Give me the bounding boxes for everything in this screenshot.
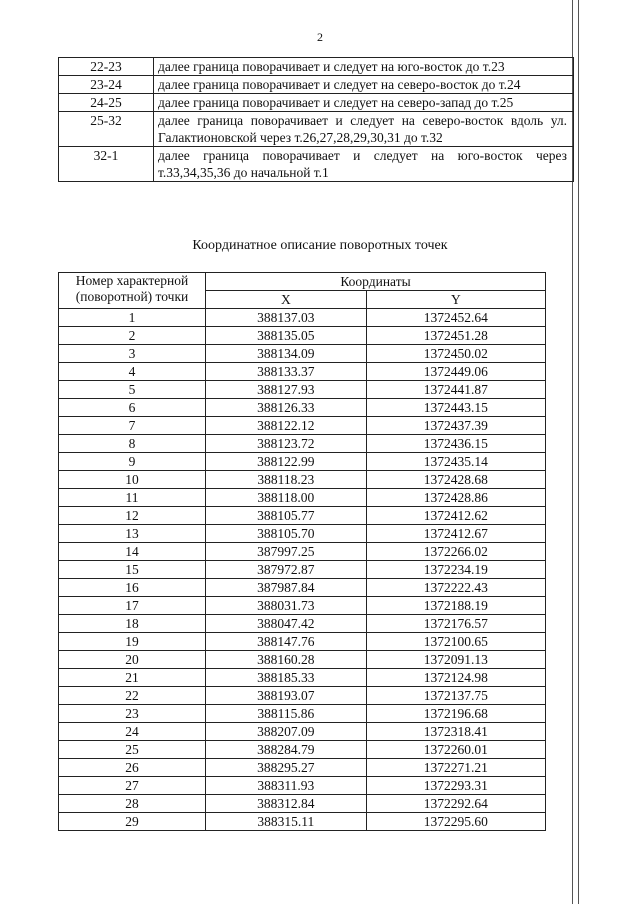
x-cell: 388295.27: [206, 759, 367, 777]
table-row: [59, 705, 546, 723]
point-number-cell: 25: [59, 741, 206, 759]
table-row: [59, 435, 546, 453]
x-cell: 388115.86: [206, 705, 367, 723]
y-cell: 1372437.39: [366, 417, 545, 435]
point-number-cell: 29: [59, 813, 206, 831]
y-cell: 1372271.21: [366, 759, 545, 777]
point-number-cell: 19: [59, 633, 206, 651]
coordinates-table: [58, 272, 546, 831]
header-coords: Координаты: [206, 273, 546, 291]
table-row: [59, 112, 574, 147]
point-number-cell: 15: [59, 561, 206, 579]
table-row: [59, 489, 546, 507]
coords-title: Координатное описание поворотных точек: [192, 238, 448, 253]
x-cell: 388122.99: [206, 453, 367, 471]
y-cell: 1372137.75: [366, 687, 545, 705]
x-cell: 388031.73: [206, 597, 367, 615]
header-point: Номер характерной (поворотной) точки: [59, 273, 206, 309]
x-cell: 388311.93: [206, 777, 367, 795]
table-row: [59, 669, 546, 687]
table-row: [59, 399, 546, 417]
table-row: [59, 543, 546, 561]
scan-artifact-line: [578, 0, 579, 904]
x-cell: 388127.93: [206, 381, 367, 399]
y-cell: 1372196.68: [366, 705, 545, 723]
x-cell: 387987.84: [206, 579, 367, 597]
table-row: [59, 795, 546, 813]
y-cell: 1372292.64: [366, 795, 545, 813]
x-cell: 388137.03: [206, 309, 367, 327]
y-cell: 1372449.06: [366, 363, 545, 381]
y-cell: 1372222.43: [366, 579, 545, 597]
x-cell: 388105.77: [206, 507, 367, 525]
point-number-cell: 18: [59, 615, 206, 633]
table-row: [59, 741, 546, 759]
point-number-cell: 5: [59, 381, 206, 399]
point-number-cell: 20: [59, 651, 206, 669]
y-cell: 1372428.86: [366, 489, 545, 507]
table-row: [59, 417, 546, 435]
y-cell: 1372436.15: [366, 435, 545, 453]
table-row: [59, 615, 546, 633]
point-number-cell: 14: [59, 543, 206, 561]
table-row: [59, 813, 546, 831]
y-cell: 1372452.64: [366, 309, 545, 327]
y-cell: 1372188.19: [366, 597, 545, 615]
x-cell: 388185.33: [206, 669, 367, 687]
y-cell: 1372234.19: [366, 561, 545, 579]
x-cell: 388312.84: [206, 795, 367, 813]
segment-cell: 32-1: [59, 147, 154, 182]
x-cell: 388133.37: [206, 363, 367, 381]
table-header-row: [59, 273, 546, 291]
segment-cell: 25-32: [59, 112, 154, 147]
x-cell: 387997.25: [206, 543, 367, 561]
point-number-cell: 27: [59, 777, 206, 795]
y-cell: 1372176.57: [366, 615, 545, 633]
table-row: [59, 687, 546, 705]
x-cell: 388105.70: [206, 525, 367, 543]
x-cell: 388207.09: [206, 723, 367, 741]
y-cell: 1372451.28: [366, 327, 545, 345]
point-number-cell: 21: [59, 669, 206, 687]
x-cell: 388135.05: [206, 327, 367, 345]
y-cell: 1372266.02: [366, 543, 545, 561]
description-cell: далее граница поворачивает и следует на северо-восток до т.24: [154, 76, 574, 94]
table-row: [59, 525, 546, 543]
y-cell: 1372100.65: [366, 633, 545, 651]
table-row: [59, 561, 546, 579]
point-number-cell: 10: [59, 471, 206, 489]
y-cell: 1372441.87: [366, 381, 545, 399]
y-cell: 1372412.62: [366, 507, 545, 525]
table-row: [59, 309, 546, 327]
table-row: [59, 579, 546, 597]
x-cell: 388126.33: [206, 399, 367, 417]
table-row: [59, 723, 546, 741]
point-number-cell: 1: [59, 309, 206, 327]
segment-cell: 23-24: [59, 76, 154, 94]
point-number-cell: 7: [59, 417, 206, 435]
table-row: [59, 363, 546, 381]
y-cell: 1372260.01: [366, 741, 545, 759]
route-description-table: [58, 57, 574, 182]
description-cell: далее граница поворачивает и следует на северо-запад до т.25: [154, 94, 574, 112]
table-row: [59, 327, 546, 345]
page-number: 2: [317, 30, 323, 44]
y-cell: 1372318.41: [366, 723, 545, 741]
point-number-cell: 28: [59, 795, 206, 813]
x-cell: 388123.72: [206, 435, 367, 453]
table-row: [59, 651, 546, 669]
point-number-cell: 16: [59, 579, 206, 597]
x-cell: 388047.42: [206, 615, 367, 633]
description-cell: далее граница поворачивает и следует на юго-восток до т.23: [154, 58, 574, 76]
segment-cell: 22-23: [59, 58, 154, 76]
table-row: [59, 759, 546, 777]
table-row: [59, 345, 546, 363]
point-number-cell: 22: [59, 687, 206, 705]
description-cell: далее граница поворачивает и следует на юго-восток через т.33,34,35,36 до начальной т.1: [154, 147, 574, 182]
x-cell: 388315.11: [206, 813, 367, 831]
point-number-cell: 2: [59, 327, 206, 345]
table-row: [59, 453, 546, 471]
table-row: [59, 471, 546, 489]
point-number-cell: 3: [59, 345, 206, 363]
x-cell: 388284.79: [206, 741, 367, 759]
header-x: X: [206, 291, 367, 309]
point-number-cell: 9: [59, 453, 206, 471]
y-cell: 1372443.15: [366, 399, 545, 417]
point-number-cell: 4: [59, 363, 206, 381]
y-cell: 1372091.13: [366, 651, 545, 669]
description-cell: далее граница поворачивает и следует на северо-восток вдоль ул. Галактионовской через т.26,27,28,29,30,31 до т.32: [154, 112, 574, 147]
point-number-cell: 6: [59, 399, 206, 417]
point-number-cell: 23: [59, 705, 206, 723]
point-number-cell: 17: [59, 597, 206, 615]
x-cell: 387972.87: [206, 561, 367, 579]
y-cell: 1372412.67: [366, 525, 545, 543]
point-number-cell: 13: [59, 525, 206, 543]
y-cell: 1372124.98: [366, 669, 545, 687]
point-number-cell: 8: [59, 435, 206, 453]
table-row: [59, 777, 546, 795]
table-row: [59, 94, 574, 112]
y-cell: 1372450.02: [366, 345, 545, 363]
y-cell: 1372435.14: [366, 453, 545, 471]
point-number-cell: 11: [59, 489, 206, 507]
point-number-cell: 12: [59, 507, 206, 525]
table-row: [59, 507, 546, 525]
segment-cell: 24-25: [59, 94, 154, 112]
table-row: [59, 597, 546, 615]
x-cell: 388193.07: [206, 687, 367, 705]
x-cell: 388118.00: [206, 489, 367, 507]
point-number-cell: 26: [59, 759, 206, 777]
x-cell: 388147.76: [206, 633, 367, 651]
table-row: [59, 147, 574, 182]
header-y: Y: [366, 291, 545, 309]
table-row: [59, 58, 574, 76]
y-cell: 1372428.68: [366, 471, 545, 489]
y-cell: 1372293.31: [366, 777, 545, 795]
x-cell: 388118.23: [206, 471, 367, 489]
x-cell: 388134.09: [206, 345, 367, 363]
y-cell: 1372295.60: [366, 813, 545, 831]
x-cell: 388160.28: [206, 651, 367, 669]
table-row: [59, 76, 574, 94]
table-row: [59, 381, 546, 399]
x-cell: 388122.12: [206, 417, 367, 435]
table-row: [59, 633, 546, 651]
point-number-cell: 24: [59, 723, 206, 741]
